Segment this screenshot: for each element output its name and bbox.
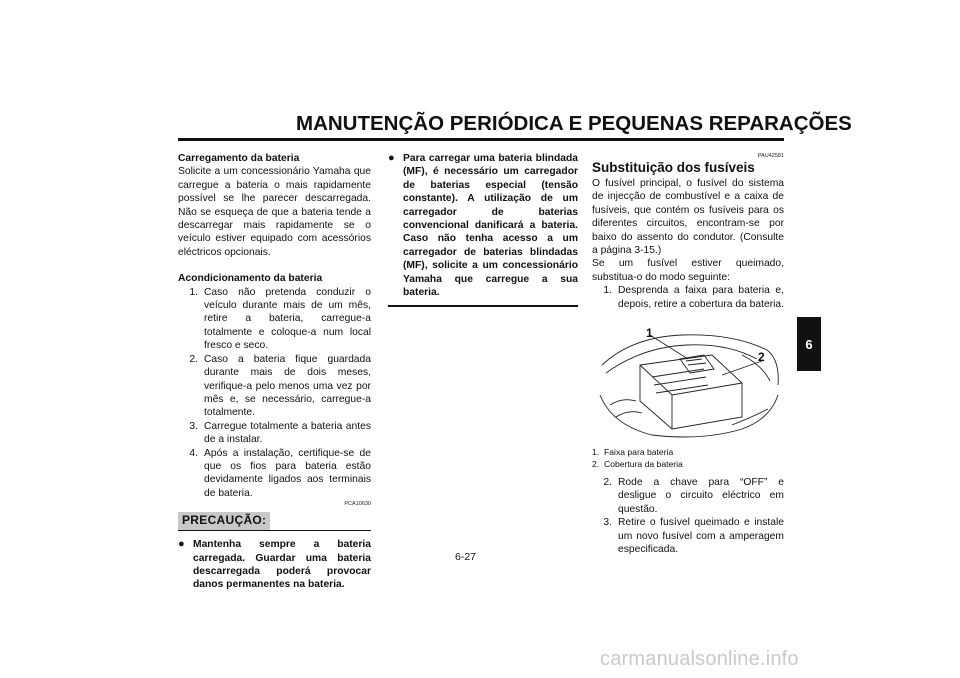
column-middle bbox=[388, 152, 578, 307]
paragraph-fuses: O fusível principal, o fusível do sistema de injecção de combustível e a caixa de fusíveis, que contém os fusíveis para os diferentes circuitos, encontram-se por baixo do assento do condutor. (Consulte a página 3-15.) bbox=[592, 178, 784, 257]
list-item: 1. Caso não pretenda conduzir o veículo durante mais de um mês, retire a bateria, carregue-a totalmente e coloque-a num local fresco e seco. bbox=[189, 286, 371, 352]
caution-end-rule bbox=[388, 305, 578, 307]
list-item: 2. Rode a chave para “OFF” e desligue o circuito eléctrico em questão. bbox=[603, 477, 784, 515]
caution-rule bbox=[178, 530, 371, 531]
paragraph-battery-charging: Solicite a um concessionário Yamaha que carregue a bateria o mais rapidamente possível se lhe parecer descarregada. Não se esqueça de que a bateria tende a descarregar mais rapidamente se o veículo estiver equipado com acessórios eléctricos opcionais. bbox=[178, 166, 371, 258]
mf-battery-bullet bbox=[388, 152, 578, 299]
list-item: 4. Após a instalação, certifique-se de que os fios para bateria estão devidamente ligados aos terminais de bateria. bbox=[189, 447, 371, 499]
section-title: Substituição dos fusíveis bbox=[592, 160, 755, 175]
column-left bbox=[178, 152, 371, 592]
list-item: 3. Carregue totalmente a bateria antes de a instalar. bbox=[189, 420, 371, 446]
fuse-steps-1 bbox=[592, 284, 784, 311]
heading-battery-charging: Carregamento da bateria bbox=[178, 153, 300, 164]
watermark[interactable]: carmanualsonline.info bbox=[600, 648, 799, 670]
battery-figure bbox=[592, 325, 784, 443]
callout-2: 2 bbox=[758, 350, 765, 365]
page-title: MANUTENÇÃO PERIÓDICA E PEQUENAS REPARAÇÕES bbox=[296, 112, 852, 135]
storage-steps bbox=[178, 286, 371, 501]
title-rule bbox=[178, 138, 784, 141]
legend-item: 2. Cobertura da bateria bbox=[592, 458, 683, 469]
list-item: 3. Retire o fusível queimado e instale um novo fusível com a amperagem especificada. bbox=[603, 517, 784, 556]
heading-battery-storage: Acondicionamento da bateria bbox=[178, 273, 323, 285]
list-item: 1. Desprenda a faixa para bateria e, depois, retire a cobertura da bateria. bbox=[603, 285, 784, 310]
page-number: 6-27 bbox=[455, 551, 477, 563]
fuse-steps-2 bbox=[592, 476, 784, 556]
caution-code: PCA10630 bbox=[344, 501, 371, 508]
column-right bbox=[592, 152, 784, 557]
caution-bullet bbox=[178, 538, 371, 592]
bullet-icon: ● bbox=[388, 152, 395, 164]
battery-illustration bbox=[592, 325, 784, 443]
bullet-icon: ● bbox=[178, 538, 185, 551]
paragraph-replace-fuse: Se um fusível estiver queimado, substitua-o do modo seguinte: bbox=[592, 258, 784, 283]
legend-item: 1. Faixa para bateria bbox=[592, 447, 674, 458]
list-item: 2. Caso a bateria fique guardada durante mais de dois meses, verifique-a pelo menos uma vez por mês e, se necessário, carregue-a totalmente. bbox=[189, 353, 371, 419]
caution-header bbox=[178, 512, 371, 532]
chapter-tab[interactable]: 6 bbox=[797, 317, 821, 371]
figure-legend bbox=[592, 447, 784, 470]
caution-text: Mantenha sempre a bateria carregada. Guardar uma bateria descarregada poderá provocar danos permanentes na bateria. bbox=[193, 539, 371, 591]
callout-1: 1 bbox=[646, 326, 653, 341]
caution-label: PRECAUÇÃO: bbox=[178, 512, 270, 529]
section-code: PAU42581 bbox=[757, 153, 784, 159]
mf-battery-text: Para carregar uma bateria blindada (MF), é necessário um carregador de baterias especial (tensão constante). A utilização de um carregador de baterias convencional danificará a bateria. Caso não tenha acesso a um carregador de baterias blindadas (MF), solicite a um concessionário Yamaha que carregue a sua bateria. bbox=[403, 153, 578, 299]
